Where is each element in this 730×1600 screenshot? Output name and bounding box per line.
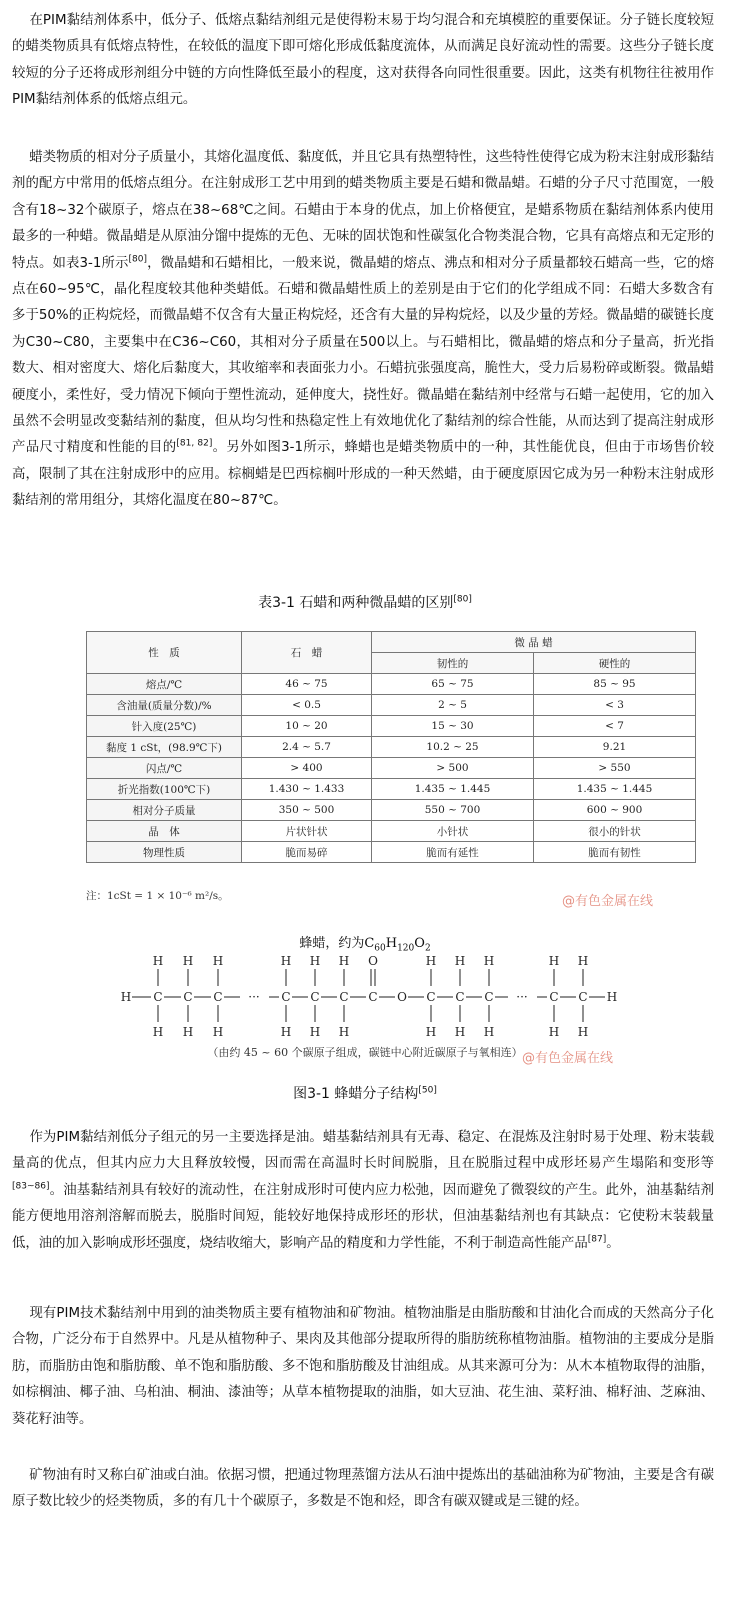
header-ductile: 韧性的: [372, 653, 534, 674]
svg-text:H: H: [454, 1025, 466, 1039]
cell: > 400: [242, 758, 372, 779]
svg-text:H: H: [212, 954, 224, 968]
formula-o-count: 2: [424, 943, 431, 954]
wax-comparison-table: [86, 631, 696, 863]
beeswax-structure-diagram: [118, 952, 618, 1042]
cell: 1.435 ~ 1.445: [534, 779, 696, 800]
paragraph-4: 现有PIM技术黏结剂中用到的油类物质主要有植物油和矿物油。植物油脂是由脂肪酸和甘油化合而成的天然高分子化合物，广泛分布于自然界中。凡是从植物种子、果肉及其他部分提取所得的脂肪统称植物油脂。植物油的主要成分是脂肪，而脂肪由饱和脂肪酸、单不饱和脂肪酸、多不饱和脂肪酸及甘油组成。从其来源可分为：从木本植物取得的油脂，如棕榈油、椰子油、乌桕油、桐油、漆油等；从草本植物提取的油脂，如大豆油、花生油、菜籽油、棉籽油、芝麻油、葵花籽油等。: [12, 1306, 715, 1427]
table-row: [87, 695, 696, 716]
svg-text:C: C: [153, 990, 163, 1004]
svg-text:H: H: [152, 1025, 164, 1039]
paragraph-2-text-b: ，微晶蜡和石蜡相比，一般来说，微晶蜡的熔点、沸点和相对分子质量都较石蜡高一些，它的熔点在60~95℃，晶化程度较其他种类蜡低。石蜡和微晶蜡性质上的差别是由于它们的化学组成不同：石蜡大多数含有多于50%的正构烷烃，而微晶蜡不仅含有大量正构烷烃，还含有大量的异构烷烃，以及少量的芳烃。微晶蜡的碳链长度为C30~C80，主要集中在C36~C60，其相对分子质量在500以上。与石蜡相比，微晶蜡的熔点和分子量高，折光指数大、相对密度大、熔化后黏度大，其收缩率和表面张力小。石蜡抗张强度高，脆性大，受力后易粉碎或断裂。微晶蜡硬度小，柔性好，受力情况下倾向于塑性流动，延伸度大，挠性好。微晶蜡在黏结剂中经常与石蜡一起使用，它的加入虽然不会明显改变黏结剂的黏度，但从均匀性和热稳定性上有效地优化了黏结剂的综合性能，从而达到了提高注射成形产品尺寸精度和性能的目的: [12, 255, 715, 456]
row-label: 相对分子质量: [87, 800, 242, 821]
table-row: [87, 821, 696, 842]
watermark: @有色金属在线: [562, 894, 654, 909]
row-label: 含油量(质量分数)/%: [87, 695, 242, 716]
svg-text:C: C: [549, 990, 559, 1004]
svg-text:C: C: [281, 990, 291, 1004]
formula-c-count: 60: [374, 943, 386, 954]
svg-text:C: C: [578, 990, 588, 1004]
header-hard: 硬性的: [534, 653, 696, 674]
header-microcrystalline: 微 晶 蜡: [372, 632, 696, 653]
cell: 600 ~ 900: [534, 800, 696, 821]
paragraph-2: [12, 145, 714, 515]
cell: 10.2 ~ 25: [372, 737, 534, 758]
cell: < 7: [534, 716, 696, 737]
svg-text:H: H: [309, 954, 321, 968]
svg-text:H: H: [577, 1025, 589, 1039]
table-caption-citation: [80]: [453, 594, 472, 605]
citation-83-86: [83~86]: [12, 1181, 50, 1192]
row-label: 黏度 1 cSt，(98.9℃下): [87, 737, 242, 758]
svg-text:H: H: [483, 1025, 495, 1039]
formula-h-count: 120: [397, 943, 415, 954]
svg-text:C: C: [426, 990, 436, 1004]
cell: 1.435 ~ 1.445: [372, 779, 534, 800]
citation-87: [87]: [587, 1234, 607, 1245]
paragraph-3-text-a: 作为PIM黏结剂低分子组元的另一主要选择是油。蜡基黏结剂具有无毒、稳定、在混炼及注射时易于处理、粉末装载量高的优点，但其内应力大且释放较慢，因而需在高温时长时间脱脂，且在脱脂过程中成形坯易产生塌陷和变形等: [12, 1130, 715, 1172]
svg-text:H: H: [548, 1025, 560, 1039]
cell: 85 ~ 95: [534, 674, 696, 695]
table-caption: [0, 592, 730, 612]
svg-text:C: C: [455, 990, 465, 1004]
row-label: 针入度(25℃): [87, 716, 242, 737]
svg-text:C: C: [339, 990, 349, 1004]
citation-81-82: [81, 82]: [176, 439, 213, 449]
table-caption-text: 表3-1 石蜡和两种微晶蜡的区别: [258, 595, 454, 611]
svg-text:···: ···: [516, 990, 528, 1004]
paragraph-5: 矿物油有时又称白矿油或白油。依据习惯，把通过物理蒸馏方法从石油中提炼出的基础油称为矿物油，主要是含有碳原子数比较少的烃类物质，多的有几十个碳原子，多数是不饱和烃，即含有碳双键或是三键的烃。: [12, 1468, 715, 1510]
cell: 65 ~ 75: [372, 674, 534, 695]
figure-caption-text: 图3-1 蜂蜡分子结构: [293, 1086, 419, 1102]
cell: 10 ~ 20: [242, 716, 372, 737]
paragraph-1: 在PIM黏结剂体系中，低分子、低熔点黏结剂组元是使得粉末易于均匀混合和充填模腔的重要保证。分子链长度较短的蜡类物质具有低熔点特性，在较低的温度下即可熔化形成低黏度流体，从而满足良好流动性的需要。这些分子链长度较短的分子还将成形剂组分中链的方向性降低至最小的程度，这对获得各向同性很重要。因此，这类有机物往往被用作PIM黏结剂体系的低熔点组元。: [12, 13, 715, 108]
svg-text:H: H: [280, 954, 292, 968]
cell: 15 ~ 30: [372, 716, 534, 737]
formula-h: H: [385, 936, 398, 951]
svg-text:H: H: [212, 1025, 224, 1039]
svg-text:H: H: [280, 1025, 292, 1039]
formula-prefix: 蜂蜡，约为C: [299, 936, 375, 951]
svg-text:C: C: [213, 990, 223, 1004]
cell: 脆而有韧性: [534, 842, 696, 863]
table-row: [87, 779, 696, 800]
row-label: 熔点/℃: [87, 674, 242, 695]
cell: < 3: [534, 695, 696, 716]
table-row: [87, 758, 696, 779]
formula-o: O: [414, 936, 425, 951]
svg-text:H: H: [182, 1025, 194, 1039]
figure-note: （由约 45 ~ 60 个碳原子组成，碳链中心附近碳原子与氧相连）: [207, 1046, 523, 1059]
cell: 1.430 ~ 1.433: [242, 779, 372, 800]
svg-text:H: H: [577, 954, 589, 968]
cell: > 550: [534, 758, 696, 779]
cell: 2 ~ 5: [372, 695, 534, 716]
svg-text:O: O: [368, 954, 378, 968]
beeswax-formula: [0, 932, 730, 954]
row-label: 闪点/℃: [87, 758, 242, 779]
svg-text:C: C: [310, 990, 320, 1004]
svg-text:H: H: [120, 990, 132, 1004]
row-label: 物理性质: [87, 842, 242, 863]
svg-text:H: H: [338, 954, 350, 968]
svg-text:H: H: [454, 954, 466, 968]
svg-text:O: O: [397, 990, 407, 1004]
cell: 550 ~ 700: [372, 800, 534, 821]
svg-text:C: C: [368, 990, 378, 1004]
paragraph-2-text-c: 。另外如图3-1所示，蜂蜡也是蜡类物质中的一种，其性能优良，但由于市场售价较高，限制了其在注射成形中的应用。棕榈蜡是巴西棕榈叶形成的一种天然蜡，由于硬度原因它成为另一种粉末注射成形黏结剂的常用组分，其熔化温度在80~87℃。: [12, 440, 715, 509]
cell: 很小的针状: [534, 821, 696, 842]
svg-text:H: H: [309, 1025, 321, 1039]
cell: 小针状: [372, 821, 534, 842]
svg-text:···: ···: [248, 990, 260, 1004]
table-row: [87, 674, 696, 695]
cell: 350 ~ 500: [242, 800, 372, 821]
table-row: [87, 737, 696, 758]
paragraph-2-text-a: 蜡类物质的相对分子质量小，其熔化温度低、黏度低，并且它具有热塑特性，这些特性使得它成为粉末注射成形黏结剂的配方中常用的低熔点组分。在注射成形工艺中用到的蜡类物质主要是石蜡和微晶蜡。石蜡的分子尺寸范围宽，一般含有18~32个碳原子，熔点在38~68℃之间。石蜡由于本身的优点，加上价格便宜，是蜡系物质在黏结剂体系内使用最多的一种蜡。微晶蜡是从原油分馏中提炼的无色、无味的固状饱和性碳氢化合物类混合物，它具有高熔点和无定形的特点。如表3-1所示: [12, 150, 715, 271]
figure-caption-citation: [50]: [418, 1085, 437, 1096]
svg-text:H: H: [425, 1025, 437, 1039]
cell: 脆而易碎: [242, 842, 372, 863]
cell: 脆而有延性: [372, 842, 534, 863]
svg-text:H: H: [425, 954, 437, 968]
table-row: [87, 800, 696, 821]
paragraph-3: [12, 1125, 714, 1257]
cell: 9.21: [534, 737, 696, 758]
svg-text:H: H: [548, 954, 560, 968]
table-note: 注：1cSt = 1 × 10⁻⁶ m²/s。: [86, 890, 229, 902]
svg-text:H: H: [152, 954, 164, 968]
svg-text:H: H: [606, 990, 618, 1004]
cell: > 500: [372, 758, 534, 779]
header-property: 性 质: [87, 632, 242, 674]
paragraph-3-text-c: 。: [606, 1235, 620, 1251]
header-paraffin: 石 蜡: [242, 632, 372, 674]
svg-text:H: H: [338, 1025, 350, 1039]
cell: < 0.5: [242, 695, 372, 716]
watermark-figure: @有色金属在线: [522, 1051, 614, 1066]
svg-text:H: H: [483, 954, 495, 968]
cell: 片状针状: [242, 821, 372, 842]
table-row: [87, 716, 696, 737]
svg-text:C: C: [183, 990, 193, 1004]
citation-80: [80]: [128, 254, 147, 265]
figure-caption: [0, 1083, 730, 1103]
svg-text:C: C: [484, 990, 494, 1004]
row-label: 折光指数(100℃下): [87, 779, 242, 800]
cell: 2.4 ~ 5.7: [242, 737, 372, 758]
cell: 46 ~ 75: [242, 674, 372, 695]
svg-text:H: H: [182, 954, 194, 968]
paragraph-3-text-b: 。油基黏结剂具有较好的流动性，在注射成形时可使内应力松弛，因而避免了微裂纹的产生。此外，油基黏结剂能方便地用溶剂溶解而脱去，脱脂时间短，能较好地保持成形坯的形状，但油基黏结剂也有其缺点：它使粉末装载量低，油的加入影响成形坯强度，烧结收缩大，影响产品的精度和力学性能，不利于制造高性能产品: [12, 1182, 714, 1251]
table-row: [87, 842, 696, 863]
row-label: 晶 体: [87, 821, 242, 842]
